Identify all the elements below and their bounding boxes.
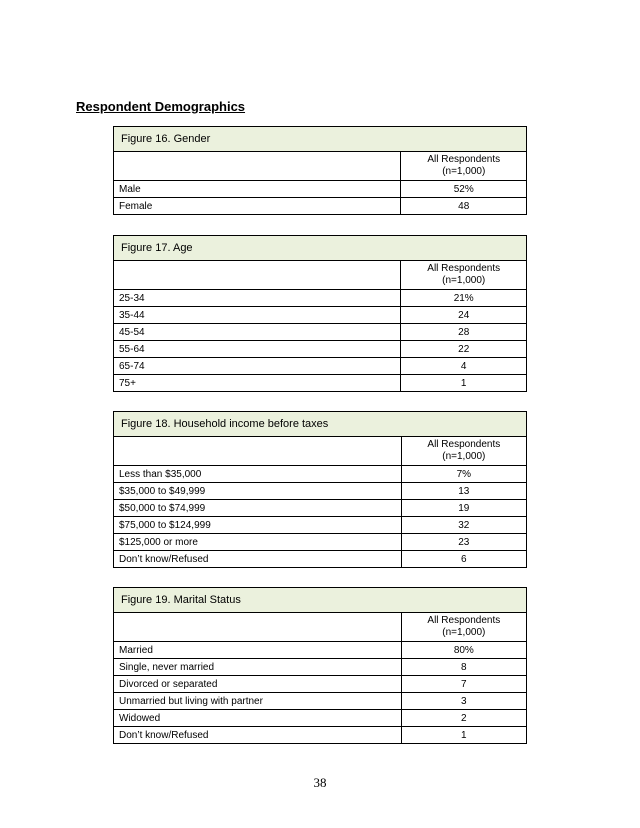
row-value: 80% (401, 642, 526, 659)
table-row (114, 676, 527, 693)
row-label: Divorced or separated (114, 676, 402, 693)
table-row (114, 375, 527, 392)
figure-17-age-table (113, 235, 527, 392)
row-label: Don’t know/Refused (114, 551, 402, 568)
figure-19-marital-status-table (113, 587, 527, 744)
figure-16-gender-table (113, 126, 527, 215)
table-row (114, 534, 527, 551)
table-row (114, 500, 527, 517)
row-value: 24 (401, 307, 527, 324)
row-label: 55-64 (114, 341, 401, 358)
row-label: Widowed (114, 710, 402, 727)
row-value: 8 (401, 659, 526, 676)
row-value: 1 (401, 727, 526, 744)
table-row (114, 181, 527, 198)
row-label: Unmarried but living with partner (114, 693, 402, 710)
column-header-line2: (n=1,000) (442, 451, 486, 462)
row-value: 7% (401, 466, 526, 483)
row-value: 2 (401, 710, 526, 727)
row-label: 45-54 (114, 324, 401, 341)
figure-title: Figure 17. Age (114, 236, 527, 261)
table-row (114, 659, 527, 676)
table-row (114, 727, 527, 744)
row-value: 3 (401, 693, 526, 710)
row-value: 48 (401, 198, 527, 215)
header-blank-cell (114, 437, 402, 466)
table-row (114, 466, 527, 483)
row-value: 19 (401, 500, 526, 517)
table-row (114, 642, 527, 659)
row-value: 7 (401, 676, 526, 693)
figure-18-income-table (113, 411, 527, 568)
table-row (114, 198, 527, 215)
row-value: 32 (401, 517, 526, 534)
table-row (114, 358, 527, 375)
row-value: 6 (401, 551, 526, 568)
column-header-line1: All Respondents (427, 154, 501, 165)
figure-title: Figure 18. Household income before taxes (114, 412, 527, 437)
row-label: $75,000 to $124,999 (114, 517, 402, 534)
column-header-line1: All Respondents (427, 615, 501, 626)
row-value: 23 (401, 534, 526, 551)
row-value: 28 (401, 324, 527, 341)
header-blank-cell (114, 261, 401, 290)
row-label: $35,000 to $49,999 (114, 483, 402, 500)
header-blank-cell (114, 152, 401, 181)
table-row (114, 341, 527, 358)
row-label: 25-34 (114, 290, 401, 307)
row-value: 13 (401, 483, 526, 500)
table-row (114, 483, 527, 500)
row-label: Less than $35,000 (114, 466, 402, 483)
column-header-line1: All Respondents (427, 439, 501, 450)
column-header-line2: (n=1,000) (442, 627, 486, 638)
column-header (401, 613, 526, 642)
header-blank-cell (114, 613, 402, 642)
column-header (401, 152, 527, 181)
column-header-line2: (n=1,000) (442, 275, 486, 286)
column-header-line1: All Respondents (427, 263, 501, 274)
table-row (114, 551, 527, 568)
section-heading: Respondent Demographics (76, 99, 246, 114)
column-header-line2: (n=1,000) (442, 166, 486, 177)
table-row (114, 693, 527, 710)
row-label: Female (114, 198, 401, 215)
row-label: $50,000 to $74,999 (114, 500, 402, 517)
row-value: 4 (401, 358, 527, 375)
row-value: 52% (401, 181, 527, 198)
row-value: 21% (401, 290, 527, 307)
row-label: Married (114, 642, 402, 659)
table-row (114, 324, 527, 341)
table-row (114, 290, 527, 307)
row-value: 22 (401, 341, 527, 358)
table-row (114, 307, 527, 324)
row-label: $125,000 or more (114, 534, 402, 551)
row-label: Single, never married (114, 659, 402, 676)
column-header (401, 261, 527, 290)
row-label: Don’t know/Refused (114, 727, 402, 744)
column-header (401, 437, 526, 466)
page-number: 38 (313, 775, 327, 790)
row-value: 1 (401, 375, 527, 392)
figure-title: Figure 16. Gender (114, 127, 527, 152)
figure-title: Figure 19. Marital Status (114, 588, 527, 613)
table-row (114, 710, 527, 727)
row-label: 35-44 (114, 307, 401, 324)
row-label: 65-74 (114, 358, 401, 375)
row-label: Male (114, 181, 401, 198)
row-label: 75+ (114, 375, 401, 392)
table-row (114, 517, 527, 534)
